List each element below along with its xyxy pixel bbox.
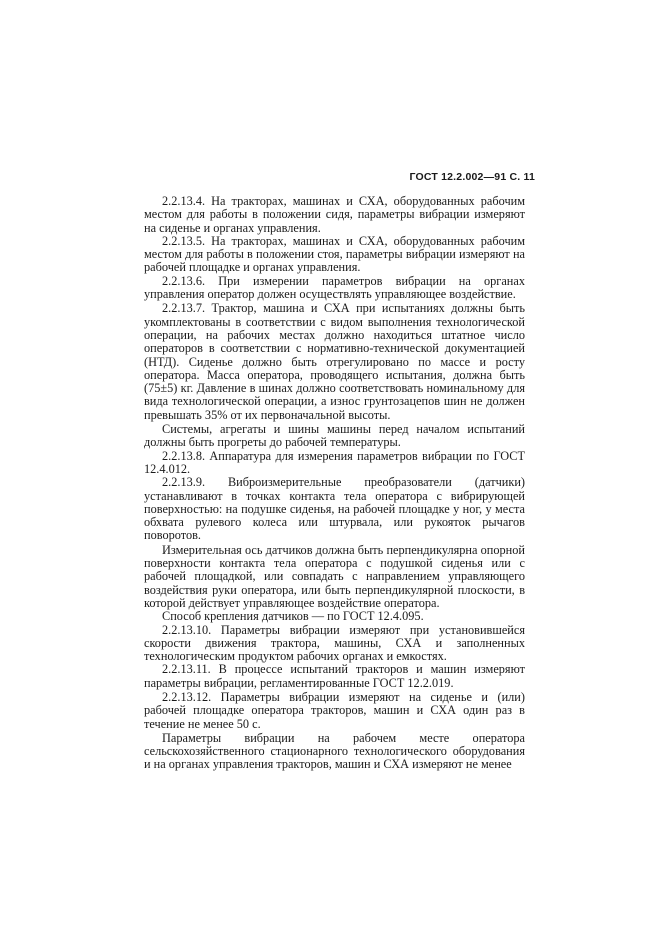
paragraph-2-2-13-4: 2.2.13.4. На тракторах, машинах и СХА, оборудованных рабочим местом для работы в положении сидя, параметры вибрации измеряют на сиденье и органах управления. [144,194,525,235]
paragraph-2-2-13-10: 2.2.13.10. Параметры вибрации измеряют при установившейся скорости движения трактора, машины, СХА и заполненных технологическим продуктом рабочих органах и емкостях. [144,622,525,664]
paragraph-sensor-mounting: Способ крепления датчиков — по ГОСТ 12.4.095. [162,609,424,624]
running-header: ГОСТ 12.2.002—91 С. 11 [409,171,535,183]
paragraph-measuring-axis: Измерительная ось датчиков должна быть перпендикулярна опорной поверхности контакта тела оператора с подушкой сиденья или с рабочей площадкой, или совпадать с направлением управляющего воздействия руки оператора, или быть перпендикулярной плоскости, в которой действует управляющее воздействие оператора. [144,542,525,610]
paragraph-2-2-13-7: 2.2.13.7. Трактор, машина и СХА при испытаниях должны быть укомплектованы в соответствии с видом выполнения технологической операции, на рабочих местах должно находиться штатное число операторов в соответствии с нормативно-технической документацией (НТД). Сиденье должно быть отрегулировано по массе и росту оператора. Масса оператора, проводящего испытания, должна быть (75±5) кг. Давление в шинах должно соответствовать номинальному для вида технологической операции, а износ грунтозацепов шин не должен превышать 35% от их первоначальной высоты. [144,301,525,422]
paragraph-2-2-13-8: 2.2.13.8. Аппаратура для измерения параметров вибрации по ГОСТ 12.4.012. [144,448,525,476]
paragraph-2-2-13-12: 2.2.13.12. Параметры вибрации измеряют на сиденье и (или) рабочей площадке оператора тракторов, машин и СХА один раз в течение не менее 50 с. [144,689,525,731]
body-text [144,195,525,772]
paragraph-systems-warmup: Системы, агрегаты и шины машины перед началом испытаний должны быть прогреты до рабочей температуры. [144,422,525,450]
paragraph-stationary-equipment: Параметры вибрации на рабочем месте оператора сельскохозяйственного стационарного технологического оборудования и на органах управления тракторов, машин и СХА измеряют не менее [144,730,525,772]
paragraph-2-2-13-5: 2.2.13.5. На тракторах, машинах и СХА, оборудованных рабочим местом для работы в положении стоя, параметры вибрации измеряют на рабочей площадке и органах управления. [144,233,525,275]
paragraph-2-2-13-6: 2.2.13.6. При измерении параметров вибрации на органах управления оператор должен осуществлять управляющее воздействие. [144,273,525,302]
paragraph-2-2-13-11: 2.2.13.11. В процессе испытаний тракторов и машин измеряют параметры вибрации, регламентированные ГОСТ 12.2.019. [144,662,525,690]
paragraph-2-2-13-9: 2.2.13.9. Виброизмерительные преобразователи (датчики) устанавливают в точках контакта тела оператора с вибрирующей поверхностью: на подушке сиденья, на рабочей площадке у ног, у места обхвата рулевого колеса или штурвала, или рукояток рычагов поворотов. [144,475,525,543]
